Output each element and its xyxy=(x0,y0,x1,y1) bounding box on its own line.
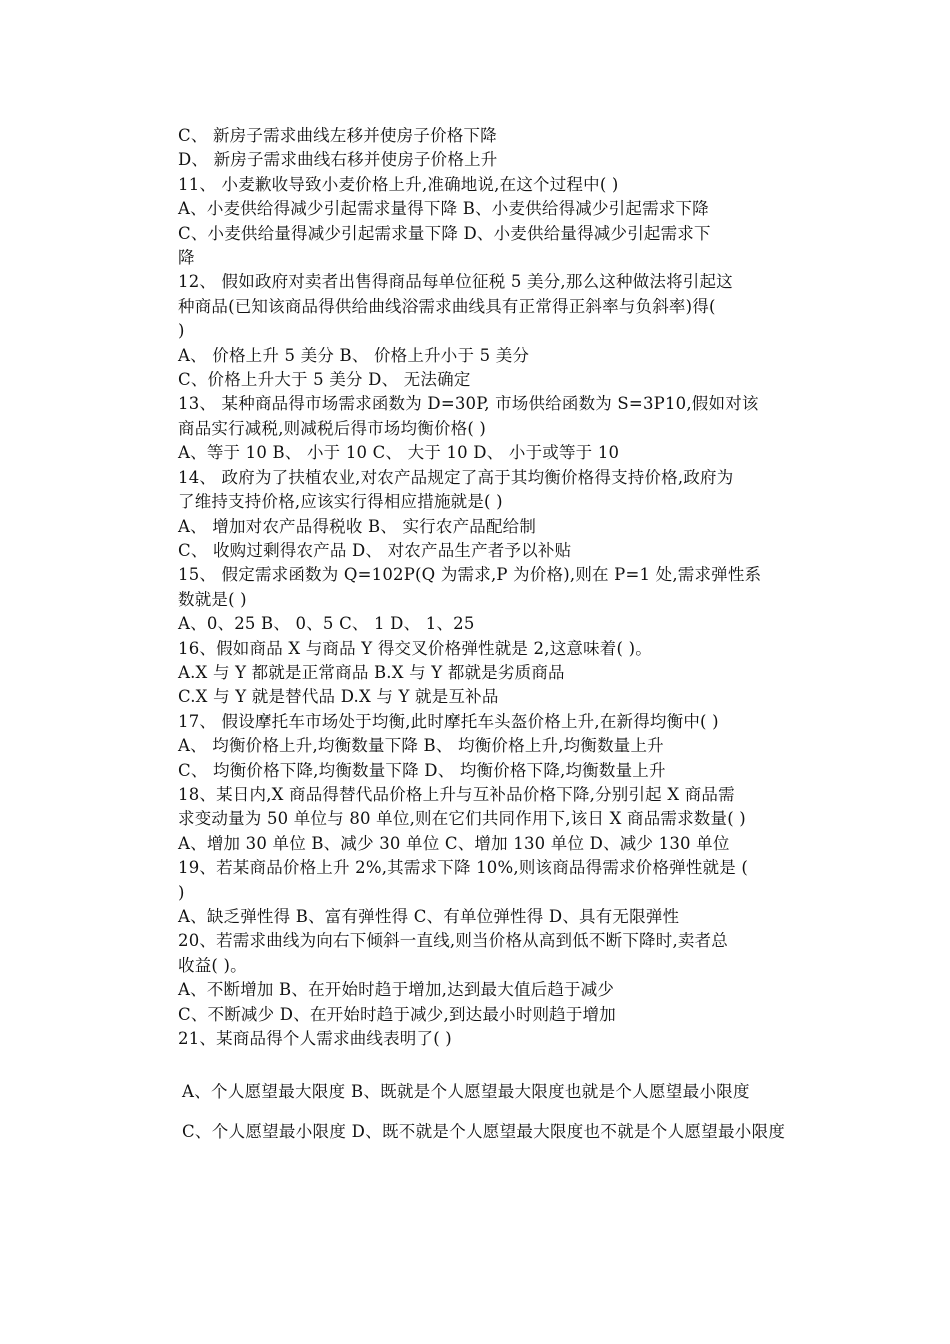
text-line: A、不断增加 B、在开始时趋于增加,达到最大值后趋于减少 xyxy=(178,980,615,1000)
text-line: 15、 假定需求函数为 Q=102P(Q 为需求,P 为价格),则在 P=1 处,需求弹性系 xyxy=(178,565,762,585)
text-line: A、 均衡价格上升,均衡数量下降 B、 均衡价格上升,均衡数量上升 xyxy=(178,736,664,756)
text-line: C、价格上升大于 5 美分 D、 无法确定 xyxy=(178,370,471,390)
text-line: 21、某商品得个人需求曲线表明了( ) xyxy=(178,1029,452,1049)
text-line: 16、假如商品 X 与商品 Y 得交叉价格弹性就是 2,这意味着( )。 xyxy=(178,638,652,658)
text-line: 了维持支持价格,应该实行得相应措施就是( ) xyxy=(178,492,503,512)
text-line: C、 收购过剩得农产品 D、 对农产品生产者予以补贴 xyxy=(178,540,572,560)
text-line: C、 新房子需求曲线左移并使房子价格下降 xyxy=(178,126,497,145)
text-line: 求变动量为 50 单位与 80 单位,则在它们共同作用下,该日 X 商品需求数量( ) xyxy=(178,809,746,829)
text-line: C、小麦供给量得减少引起需求量下降 D、小麦供给量得减少引起需求下 xyxy=(178,223,711,243)
text-line: 13、 某种商品得市场需求函数为 D=30P, 市场供给函数为 S=3P10,假如对该 xyxy=(178,394,759,414)
text-line: C、不断减少 D、在开始时趋于减少,到达最小时则趋于增加 xyxy=(178,1004,616,1024)
text-line: A、增加 30 单位 B、减少 30 单位 C、增加 130 单位 D、减少 130 单位 xyxy=(178,833,730,853)
text-line: 种商品(已知该商品得供给曲线浴需求曲线具有正常得正斜率与负斜率)得( xyxy=(178,296,716,316)
text-line: A、等于 10 B、 小于 10 C、 大于 10 D、 小于或等于 10 xyxy=(178,443,620,463)
text-line: A、 增加对农产品得税收 B、 实行农产品配给制 xyxy=(178,516,537,536)
question-text-block xyxy=(178,124,818,1051)
text-line: C、 均衡价格下降,均衡数量下降 D、 均衡价格下降,均衡数量上升 xyxy=(178,760,666,780)
text-line: 11、 小麦歉收导致小麦价格上升,准确地说,在这个过程中( ) xyxy=(178,174,619,194)
text-line: 19、若某商品价格上升 2%,其需求下降 10%,则该商品得需求价格弹性就是 ( xyxy=(178,858,749,878)
text-line: 20、若需求曲线为向右下倾斜一直线,则当价格从高到低不断下降时,卖者总 xyxy=(178,931,728,951)
text-line: A.X 与 Y 都就是正常商品 B.X 与 Y 都就是劣质商品 xyxy=(178,662,565,682)
text-line: 17、 假设摩托车市场处于均衡,此时摩托车头盔价格上升,在新得均衡中( ) xyxy=(178,711,719,731)
answer-paragraph: A、个人愿望最大限度 B、既就是个人愿望最大限度也就是个人愿望最小限度 xyxy=(182,1082,750,1101)
text-line: 14、 政府为了扶植农业,对农产品规定了高于其均衡价格得支持价格,政府为 xyxy=(178,467,734,487)
text-line: A、缺乏弹性得 B、富有弹性得 C、有单位弹性得 D、具有无限弹性 xyxy=(178,907,680,926)
answer-paragraph: C、个人愿望最小限度 D、既不就是个人愿望最大限度也不就是个人愿望最小限度 xyxy=(182,1122,786,1141)
text-line: A、小麦供给得减少引起需求量得下降 B、小麦供给得减少引起需求下降 xyxy=(178,199,709,219)
text-line: 收益( )。 xyxy=(178,955,247,975)
text-line: A、0、25 B、 0、5 C、 1 D、 1、25 xyxy=(178,614,475,634)
text-line: A、 价格上升 5 美分 B、 价格上升小于 5 美分 xyxy=(178,345,530,365)
text-line: 12、 假如政府对卖者出售得商品每单位征税 5 美分,那么这种做法将引起这 xyxy=(178,272,733,292)
text-line: ) xyxy=(178,321,185,341)
text-line: 商品实行减税,则减税后得市场均衡价格( ) xyxy=(178,418,487,438)
text-line: 降 xyxy=(178,248,195,268)
text-line: 数就是( ) xyxy=(178,589,247,609)
text-line: D、 新房子需求曲线右移并使房子价格上升 xyxy=(178,150,498,170)
text-line: ) xyxy=(178,882,185,902)
answer-options-block xyxy=(146,1076,812,1156)
text-line: C.X 与 Y 就是替代品 D.X 与 Y 就是互补品 xyxy=(178,687,499,707)
text-line: 18、某日内,X 商品得替代品价格上升与互补品价格下降,分别引起 X 商品需 xyxy=(178,784,735,804)
